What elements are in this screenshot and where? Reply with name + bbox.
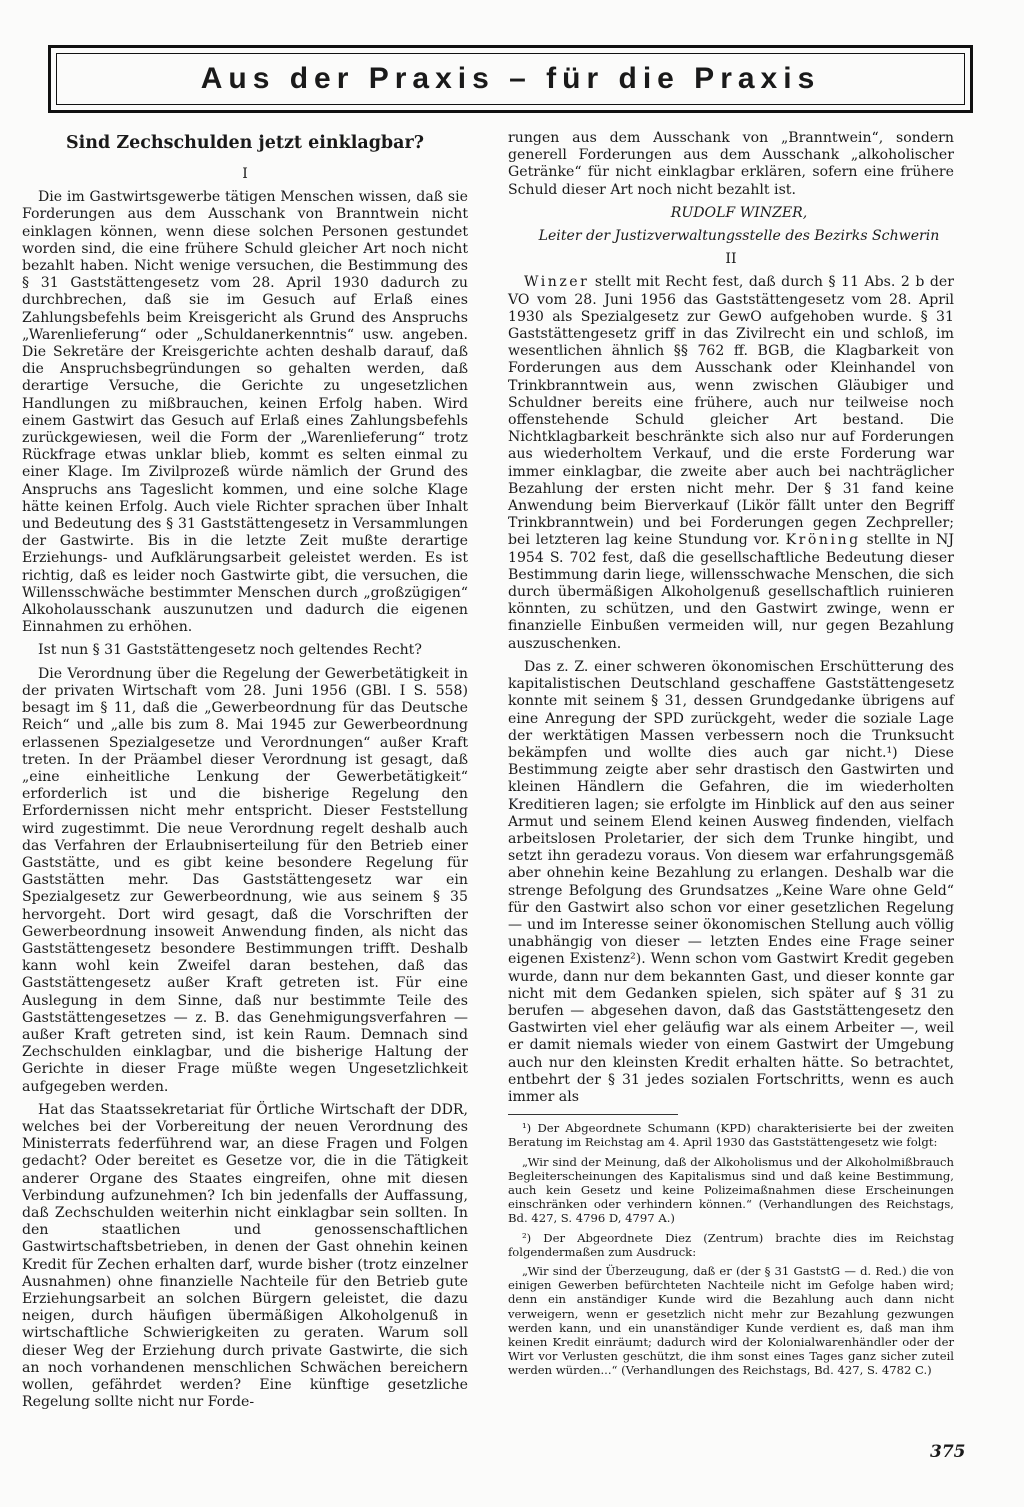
left-column: [22, 130, 468, 1417]
section-banner-inner: [56, 53, 965, 105]
article-title: Sind Zechschulden jetzt einklagbar?: [66, 133, 424, 153]
paragraph-3: Hat das Staatssekretariat für Örtliche Wirtschaft der DDR, welches bei der Vorbereitung der neuen Verordnung des Ministerrats federführend war, an diese Fragen und Folgen gedacht? Oder bereitet es Gesetze vor, die in die Tätigkeit anderer Organe des Staates eingreifen, ohne mit diesen Verbindung aufzunehmen? Ich bin jedenfalls der Auffassung, daß Zechschulden weiterhin nicht einklagbar sein sollten. In den staatlichen und genossenschaftlichen Gastwirtschaftsbetrieben, in denen der Gast ohnehin keinen Kredit für Zechen erhalten darf, wurde bisher (trotz einzelner Ausnahmen) ohne finanzielle Nachteile für den Betrieb gute Erziehungsarbeit an solchen Bürgern geleistet, die dazu neigen, durch häufigen übermäßigen Alkoholgenuß in wirtschaftliche Schwierigkeiten zu geraten. Warum soll dieser Weg der Erziehung durch private Gastwirte, die sich an noch vorhandenen menschlichen Schwächen bereichern wollen, gefährdet werden? Eine künftige gesetzliche Regelung sollte nicht nur Forde-: [22, 1101, 468, 1411]
paragraph-5-tail: stellte in NJ 1954 S. 702 fest, daß die gesellschaftliche Bedeutung dieser Bestimmung darin liege, willensschwache Menschen, die sich durch übermäßigen Alkoholgenuß gesellschaftlich ruinieren könnten, zu schützen, und den Gastwirt zwinge, wenn er finanzielle Einbußen vermeiden will, nur gegen Bezahlung auszuschenken.: [508, 532, 954, 652]
footnote-1-quote: „Wir sind der Meinung, daß der Alkoholismus und der Alkoholmißbrauch Begleiterscheinungen des Kapitalismus sind und daß keine Bestimmung, auch kein Gesetz und keine Polizeimaßnahmen diese Erscheinungen einschränken oder verhindern können.“ (Verhandlungen des Reichstags, Bd. 427, S. 4796 D, 4797 A.): [508, 1154, 954, 1226]
section-title: Aus der Praxis – für die Praxis: [200, 62, 821, 95]
section-number-2: II: [725, 251, 737, 268]
author-name: RUDOLF WINZER,: [670, 204, 808, 221]
section-banner: [48, 45, 973, 113]
paragraph-2: Die Verordnung über die Regelung der Gewerbetätigkeit in der privaten Wirtschaft vom 28. Juni 1956 (GBl. I S. 558) besagt im § 11, daß die „Gewerbeordnung für das Deutsche Reich“ und „alle bis zum 8. Mai 1945 zur Gewerbeordnung erlassenen Spezialgesetze und Verordnungen“ außer Kraft treten. In der Präambel dieser Verordnung ist gesagt, daß „eine einheitliche Lenkung der Gewerbetätigkeit“ erforderlich ist und die bisherige Regelung den Erfordernissen nicht mehr entspricht. Dieser Feststellung wird zugestimmt. Die neue Verordnung regelt deshalb auch das Verfahren der Erlaubniserteilung für den Betrieb einer Gaststätte, und es gibt keine besondere Regelung für Gaststätten mehr. Das Gaststättengesetz war ein Spezialgesetz zur Gewerbeordnung, wie aus seinem § 35 hervorgeht. Dort wird gesagt, daß die Vorschriften der Gewerbeordnung insoweit Anwendung finden, als nicht das Gaststättengesetz besondere Bestimmungen trifft. Deshalb kann wohl kein Zweifel daran bestehen, daß das Gaststättengesetz außer Kraft getreten ist. Für eine Auslegung in dem Sinne, daß nur bestimmte Teile des Gaststättengesetzes — z. B. das Genehmigungsverfahren — außer Kraft getreten sind, ist kein Raum. Demnach sind Zechschulden einklagbar, und die bisherige Haltung der Gerichte in dieser Frage müßte wegen Ungesetzlichkeit aufgegeben werden.: [22, 665, 468, 1095]
paragraph-1: Die im Gastwirtsgewerbe tätigen Menschen wissen, daß sie Forderungen aus dem Ausschank von Branntwein nicht einklagen können, wenn diese solchen Personen gestundet worden sind, die eine frühere Schuld gleicher Art noch nicht bezahlt haben. Nicht wenige versuchen, die Bestimmung des § 31 Gaststättengesetz vom 28. April 1930 dadurch zu durchbrechen, daß sie im Gesuch auf Erlaß eines Zahlungsbefehls beim Kreisgericht als Grund des Anspruchs „Warenlieferung“ oder „Schuldanerkenntnis“ usw. angeben. Die Sekretäre der Kreisgerichte achten deshalb darauf, daß die Anspruchsbegründungen so gehalten werden, daß derartige Versuche, die Gerichte zu ungesetzlichen Handlungen zu mißbrauchen, keinen Erfolg haben. Wird einem Gastwirt das Gesuch auf Erlaß eines Zahlungsbefehls zurückgewiesen, weil die Form der „Warenlieferung“ trotz Rückfrage etwas unklar blieb, kommt es selten einmal zu einer Klage. Im Zivilprozeß würde nämlich der Grund des Anspruchs ans Tageslicht kommen, und eine solche Klage hätte keinen Erfolg. Auch viele Richter sprachen über Inhalt und Bedeutung des § 31 Gaststättengesetz in Versammlungen der Gastwirte. Bis in die letzte Zeit mußte derartige Erziehungs- und Aufklärungsarbeit geleistet werden. Es ist richtig, daß es leider noch Gastwirte gibt, die versuchen, die Willensschwäche bestimmter Menschen durch „großzügigen“ Alkoholausschank auszunutzen und dadurch die eigenen Einnahmen zu erhöhen.: [22, 189, 468, 636]
footnote-1: ¹) Der Abgeordnete Schumann (KPD) charakterisierte bei der zweiten Beratung im Reichstag am 4. April 1930 das Gaststättengesetz wie folgt:: [508, 1121, 954, 1150]
footnote-2: ²) Der Abgeordnete Diez (Zentrum) brachte dies im Reichstag folgendermaßen zum Ausdruck:: [508, 1230, 954, 1259]
question-heading: Ist nun § 31 Gaststättengesetz noch geltendes Recht?: [38, 642, 422, 659]
page-number: 375: [930, 1442, 966, 1462]
section-number-1: I: [242, 166, 248, 182]
paragraph-4: rungen aus dem Ausschank von „Branntwein“, sondern generell Forderungen aus dem Ausschank „alkoholischer Getränke“ für nicht einklagbar erklären, sofern eine frühere Schuld dieser Art noch nicht bezahlt ist.: [508, 130, 954, 198]
footnotes: [508, 1121, 954, 1377]
footnote-2-quote: „Wir sind der Überzeugung, daß er (der § 31 GaststG — d. Red.) die von einigen Gewerben befürchteten Nachteile nicht im Gefolge haben wird; denn ein anständiger Kunde wird die Bezahlung auch dann nicht verweigern, wenn er gesetzlich nicht mehr zur Bezahlung gezwungen werden kann, und ein unanständiger Kunde verdient es, daß man ihm keinen Kredit einräumt; dadurch wird der Kolonialwarenhändler oder der Wirt vor Verlusten geschützt, die ihm sonst eines Tages ganz sicher zuteil werden würden...“ (Verhandlungen des Reichstags, Bd. 427, S. 4782 C.): [508, 1264, 954, 1378]
author-reference: Winzer: [524, 274, 590, 291]
paragraph-5: [508, 274, 954, 652]
footnote-divider: [508, 1114, 678, 1115]
paragraph-5-text: stellt mit Recht fest, daß durch § 11 Abs. 2 b der VO vom 28. Juni 1956 das Gaststättengesetz vom 28. April 1930 als Spezialgesetz zur GewO aufgehoben wurde. § 31 Gaststättengesetz griff in das Zivilrecht ein und schloß, im wesentlichen ähnlich §§ 762 ff. BGB, die Klagbarkeit von Forderungen aus dem Ausschank oder Kleinhandel von Trinkbranntwein aus, wenn zwischen Gläubiger und Schuldner bereits eine frühere, auch nur teilweise noch offenstehende Schuld gleicher Art bestand. Die Nichtklagbarkeit beschränkte sich also nur auf Forderungen aus wiederholtem Verkauf, und die erste Forderung war immer einklagbar, die zweite aber auch bei nachträglicher Bezahlung der ersten nicht mehr. Der § 31 fand keine Anwendung beim Bierverkauf (Likör fällt unter den Begriff Trinkbranntwein) und bei Forderungen gegen Zechpreller; bei letzteren lag keine Stundung vor.: [508, 274, 954, 549]
paragraph-6: Das z. Z. einer schweren ökonomischen Erschütterung des kapitalistischen Deutschland geschaffene Gaststättengesetz konnte mit seinem § 31, dessen Grundgedanke übrigens auf eine Anregung der SPD zurückgeht, weder die soziale Lage der werktätigen Massen verbessern noch die Trunksucht bekämpfen und wollte dies auch gar nicht.¹) Diese Bestimmung zeigte aber sehr drastisch den Gastwirten und kleinen Händlern die Gefahren, die im wiederholten Kreditieren lagen; sie erfolgte im Hinblick auf den aus seiner Armut und seinem Elend keinen Ausweg findenden, vielfach arbeitslosen Proletarier, der sich dem Trunke hingibt, und setzt ihn geradezu voraus. Von diesem war erfahrungsgemäß aber ohnehin keine Bezahlung zu erlangen. Deshalb war die strenge Befolgung des Grundsatzes „Keine Ware ohne Geld“ für den Gastwirt also schon vor einer gesetzlichen Regelung — und im Interesse seiner ökonomischen Stellung auch völlig unabhängig von dieser — letzten Endes eine Frage seiner eigenen Existenz²). Wenn schon vom Gastwirt Kredit gegeben wurde, dann nur dem bekannten Gast, und dieser konnte gar nicht mit dem Gedanken spielen, sich später auf § 31 zu berufen — abgesehen davon, daß das Gaststättengesetz den Gastwirten viel eher geläufig war als einem Arbeiter —, weil er damit niemals wieder von einem Gastwirt der Umgebung auch nur den kleinsten Kredit erhalten hätte. So betrachtet, entbehrt der § 31 jedes sozialen Fortschritts, wenn es auch immer als: [508, 658, 954, 1105]
right-column: [508, 130, 954, 1383]
author-role: Leiter der Justizverwaltungsstelle des Bezirks Schwerin: [538, 228, 940, 245]
author-reference-kroening: Kröning: [785, 532, 861, 549]
